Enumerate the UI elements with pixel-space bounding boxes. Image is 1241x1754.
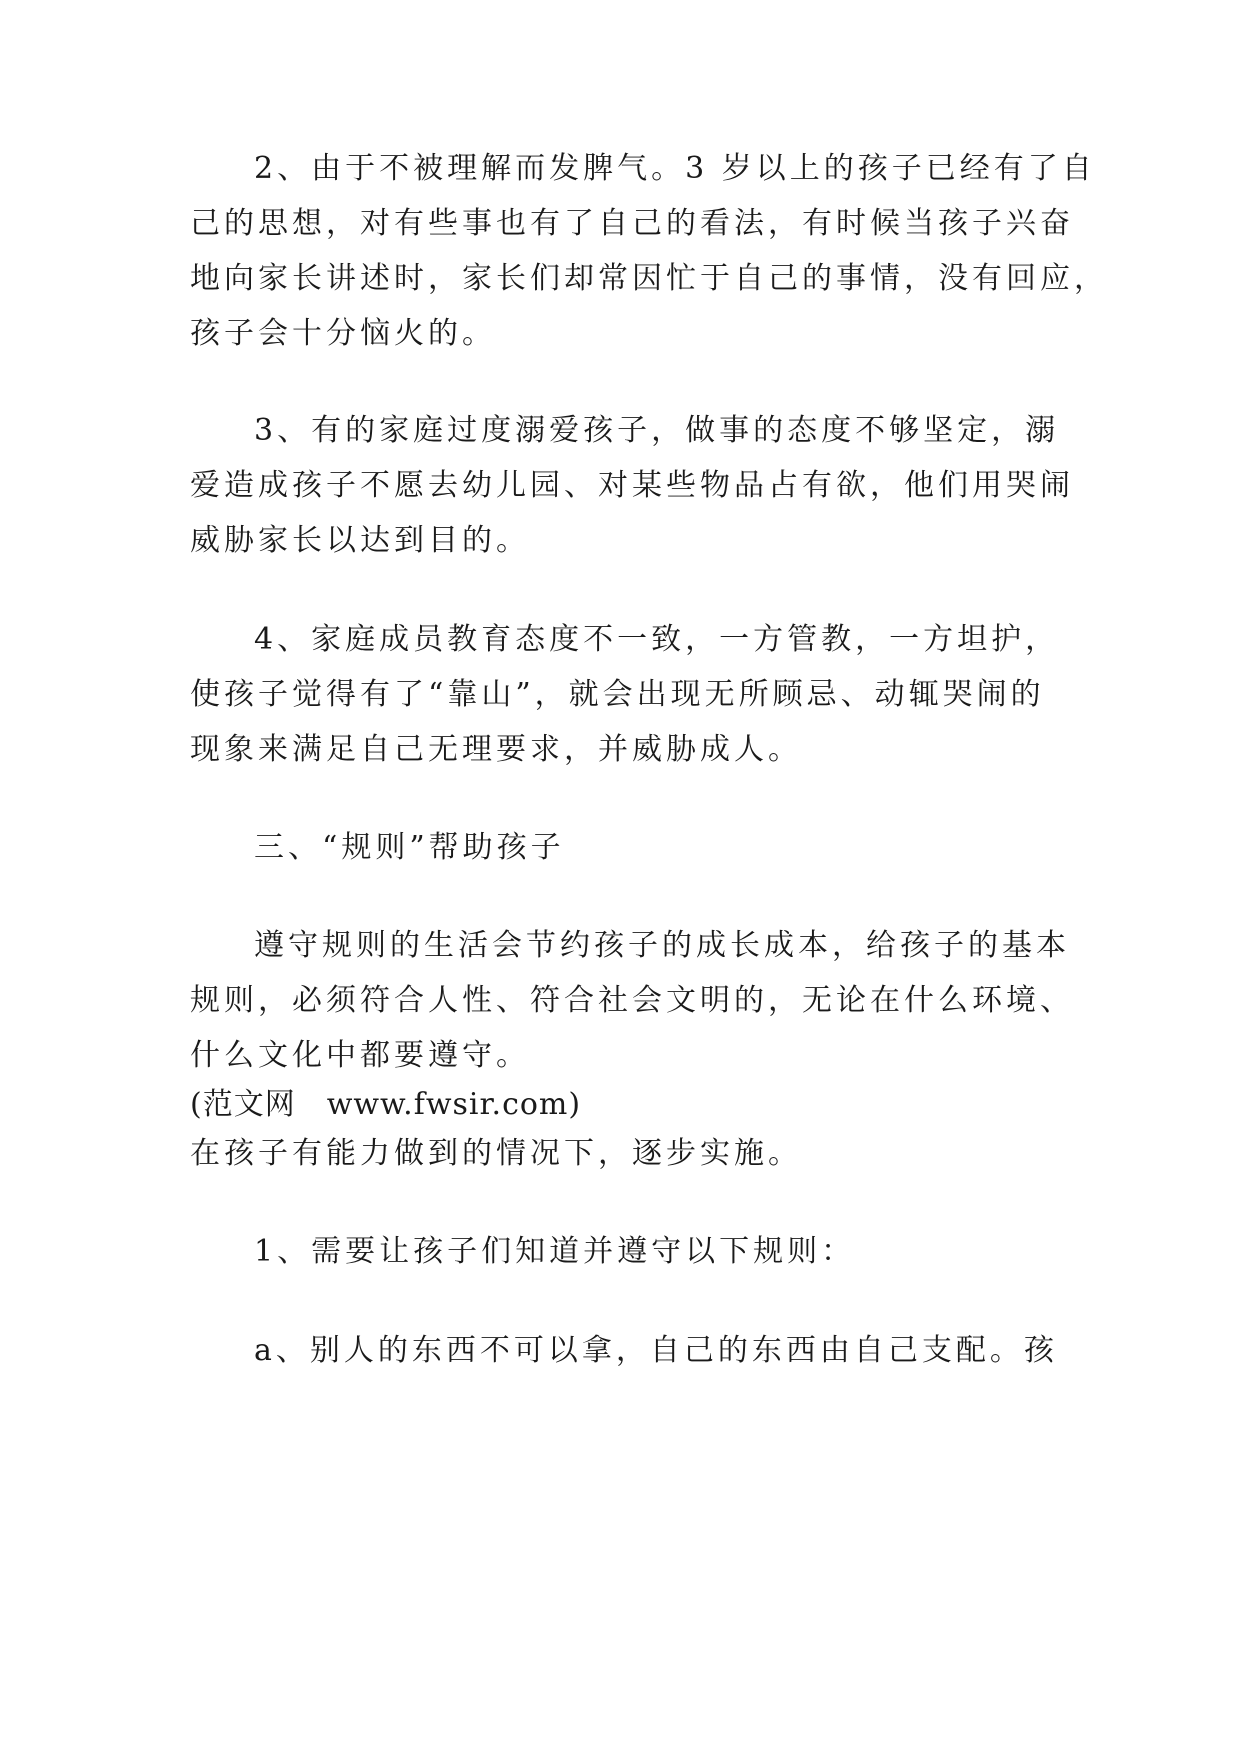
paragraph-4-line-2: 使孩子觉得有了“靠山”，就会出现无所顾忌、动辄哭闹的: [190, 677, 1045, 712]
paragraph-2-line-3: 地向家长讲述时，家长们却常因忙于自己的事情，没有回应，: [190, 261, 1108, 296]
paragraph-2-line-1: 2、由于不被理解而发脾气。3 岁以上的孩子已经有了自: [254, 151, 1096, 186]
paragraph-3-line-3: 威胁家长以达到目的。: [190, 523, 530, 558]
paragraph-6: 在孩子有能力做到的情况下，逐步实施。: [190, 1136, 802, 1171]
paragraph-3-line-1: 3、有的家庭过度溺爱孩子，做事的态度不够坚定，溺: [254, 413, 1060, 448]
paragraph-5-line-1: 遵守规则的生活会节约孩子的成长成本，给孩子的基本: [254, 928, 1070, 963]
paragraph-2-line-4: 孩子会十分恼火的。: [190, 316, 496, 351]
paragraph-7: 1、需要让孩子们知道并遵守以下规则：: [254, 1234, 856, 1269]
paragraph-8: a、别人的东西不可以拿，自己的东西由自己支配。孩: [254, 1333, 1058, 1368]
paragraph-4-line-3: 现象来满足自己无理要求，并威胁成人。: [190, 732, 802, 767]
paragraph-5-line-3: 什么文化中都要遵守。: [190, 1038, 530, 1073]
paragraph-4-line-1: 4、家庭成员教育态度不一致，一方管教，一方坦护，: [254, 622, 1060, 657]
section-heading-3: 三、“规则”帮助孩子: [254, 830, 565, 865]
paragraph-5-line-2: 规则，必须符合人性、符合社会文明的，无论在什么环境、: [190, 983, 1074, 1018]
paragraph-2-line-2: 己的思想，对有些事也有了自己的看法，有时候当孩子兴奋: [190, 206, 1074, 241]
paragraph-3-line-2: 爱造成孩子不愿去幼儿园、对某些物品占有欲，他们用哭闹: [190, 468, 1074, 503]
source-note: (范文网 www.fwsir.com): [190, 1087, 582, 1122]
